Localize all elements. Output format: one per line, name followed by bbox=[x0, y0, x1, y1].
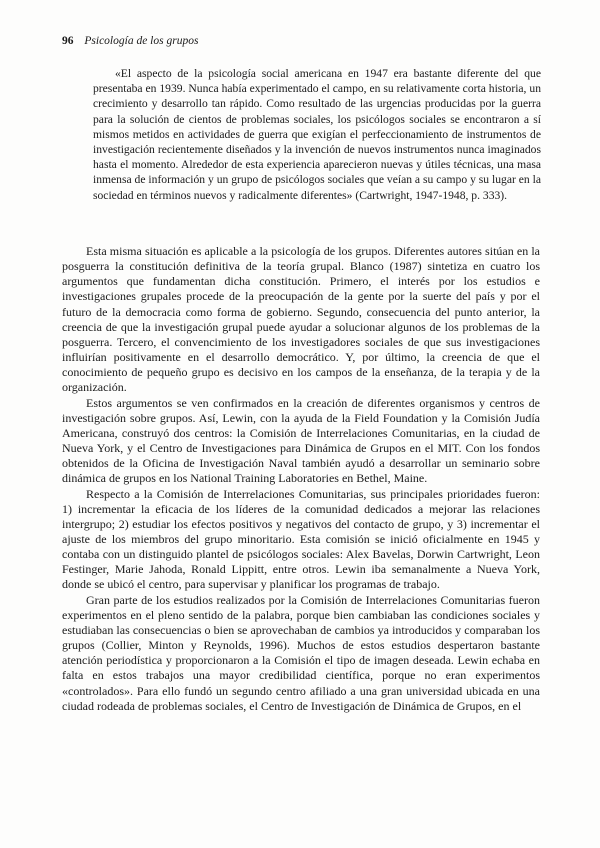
body-text bbox=[62, 244, 540, 714]
running-title: Psicología de los grupos bbox=[84, 35, 199, 47]
paragraph-3: Respecto a la Comisión de Interrelaciones Comunitarias, sus principales prioridades fueron: 1) incrementar la eficacia de los líderes de la comunidad dedicados a mejorar las relaciones intergrupo; 2) estudiar los efectos positivos y negativos del contacto de grupo, y 3) incrementar el ajuste de los miembros del grupo minoritario. Esta comisión se inició oficialmente en 1945 y contaba con un distinguido plantel de psicólogos sociales: Alex Bavelas, Dorwin Cartwright, Leon Festinger, Marie Jahoda, Ronald Lippitt, entre otros. Lewin iba semanalmente a Nueva York, donde se ubicó el centro, para supervisar y planificar los programas de trabajo. bbox=[62, 486, 540, 592]
running-head bbox=[62, 35, 198, 47]
paragraph-2: Estos argumentos se ven confirmados en la creación de diferentes organismos y centros de investigación sobre grupos. Así, Lewin, con la ayuda de la Field Foundation y la Comisión Judía Americana, construyó dos centros: la Comisión de Interrelaciones Comunitarias, en la ciudad de Nueva York, y el Centro de Investigaciones para Dinámica de Grupos en el MIT. Con los fondos obtenidos de la Oficina de Investigación Naval también ayudó a desarrollar un seminario sobre dinámica de grupos en los National Training Laboratories en Bethel, Maine. bbox=[62, 395, 540, 486]
block-quote bbox=[93, 66, 541, 203]
page-number: 96 bbox=[62, 35, 74, 47]
paragraph-4: Gran parte de los estudios realizados por la Comisión de Interrelaciones Comunitarias fueron experimentos en el pleno sentido de la palabra, porque bien cambiaban las condiciones sociales y estudiaban las consecuencias o bien se aprovechaban de cambios ya introducidos y comparaban los grupos (Collier, Minton y Reynolds, 1996). Muchos de estos estudios despertaron bastante atención periodística y proporcionaron a la Comisión el tipo de imagen deseada. Lewin echaba en falta en estos trabajos una mayor credibilidad científica, porque no eran experimentos «controlados». Para ello fundó un segundo centro afiliado a una gran universidad ubicada en una ciudad rodeada de problemas sociales, el Centro de Investigación de Dinámica de Grupos, en el bbox=[62, 592, 540, 713]
quote-paragraph: «El aspecto de la psicología social americana en 1947 era bastante diferente del que presentaba en 1939. Nunca había experimentado el campo, en su relativamente corta historia, un crecimiento y desarrollo tan rápido. Como resultado de las urgencias producidas por la guerra para la solución de cientos de problemas sociales, los psicólogos sociales se encontraron a sí mismos metidos en actividades de guerra que exigían el perfeccionamiento de instrumentos de investigación recientemente diseñados y la invención de nuevos instrumentos nunca imaginados hasta el momento. Alrededor de esta experiencia aparecieron nuevas y útiles técnicas, una masa inmensa de información y un grupo de psicólogos sociales que veían a su campo y su lugar en la sociedad en términos nuevos y radicalmente diferentes» (Cartwright, 1947-1948, p. 333). bbox=[93, 67, 541, 202]
paragraph-1: Esta misma situación es aplicable a la psicología de los grupos. Diferentes autores sitúan en la posguerra la constitución definitiva de la teoría grupal. Blanco (1987) sintetiza en cuatro los argumentos que fundamentan dicha constitución. Primero, el interés por los estudios e investigaciones grupales procede de la preocupación de la gente por la suerte del país y por el futuro de la democracia como forma de gobierno. Segundo, consecuencia del punto anterior, la creencia de que la investigación grupal puede ayudar a solucionar algunos de los problemas de la posguerra. Tercero, el convencimiento de los investigadores sociales de que sus investigaciones influirían positivamente en el desarrollo democrático. Y, por último, la creencia de que el conocimiento de pequeño grupo es decisivo en los campos de la enseñanza, de la terapia y de la organización. bbox=[62, 244, 540, 395]
